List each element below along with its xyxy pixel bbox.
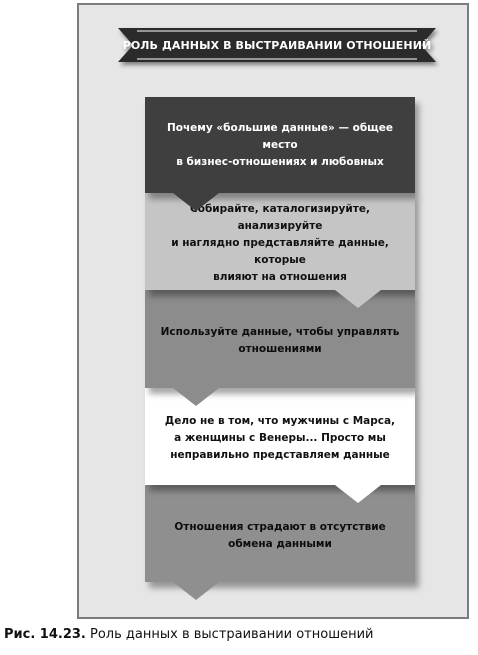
step-text-1: Почему «большие данные» — общее место в бизнес-отношениях и любовных [166, 121, 394, 168]
step-pointer-3 [173, 388, 219, 406]
step-text-4: Дело не в том, что мужчины с Марса, а женщины с Венеры... Просто мы неправильно представляем данные [164, 415, 396, 461]
step-pointer-1 [173, 193, 219, 211]
step-text-5: Отношения страдают в отсутствие обмена данными [174, 520, 386, 550]
steps-stack [145, 97, 415, 607]
step-text-3: Используйте данные, чтобы управлять отношениями [160, 326, 400, 355]
figure-caption-text: Роль данных в выстраивании отношений [90, 627, 374, 642]
step-box-1 [145, 97, 415, 193]
figure-number: Рис. 14.23. [4, 627, 86, 642]
step-pointer-4 [335, 485, 381, 503]
banner-title: РОЛЬ ДАННЫХ В ВЫСТРАИВАНИИ ОТНОШЕНИЙ [122, 38, 432, 52]
figure-caption [4, 627, 474, 642]
title-banner [118, 28, 436, 62]
step-pointer-5 [173, 582, 219, 600]
step-text-2: Собирайте, каталогизируйте, анализируйте и наглядно представляйте данные, которые влияют на отношения [171, 203, 389, 283]
step-pointer-2 [335, 290, 381, 308]
